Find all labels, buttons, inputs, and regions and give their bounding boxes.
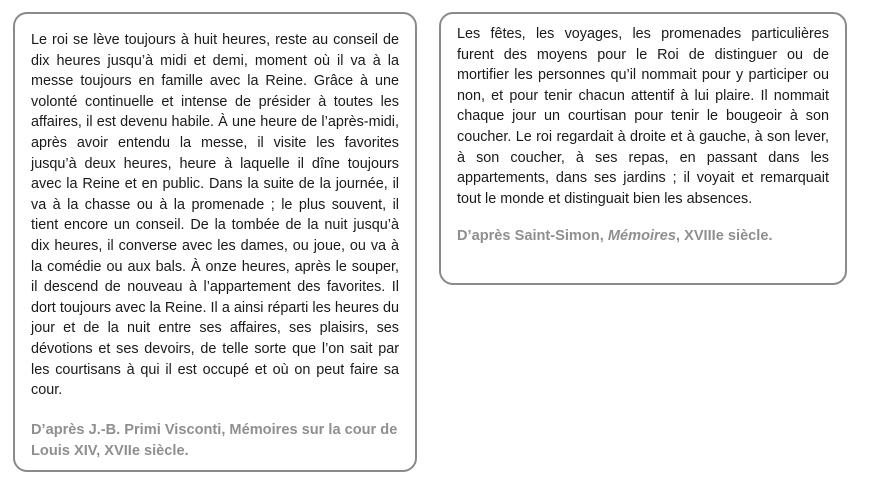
document-text: Les fêtes, les voyages, les promenades particulières furent des moyens pour le Roi de distinguer ou de mortifier les personnes qu’il nommait pour y participer ou non, et pour tenir chacun attentif à lui plaire. Il nommait chaque jour un courtisan pour tenir le bougeoir à son coucher. Le roi regardait à droite et à gauche, à son lever, à son coucher, à ses repas, en passant dans les appartements, dans ses jardins ; il voyait et remarquait tout le monde et distinguait bien les absences.: [457, 26, 829, 207]
document-box-saint-simon: [439, 12, 847, 285]
document-text: Le roi se lève toujours à huit heures, reste au conseil de dix heures jusqu’à midi et demi, moment où il va à la messe toujours en famille avec la Reine. Grâce à une volonté continuelle et intense de présider à toutes les affaires, il est devenu habile. À une heure de l’après-midi, après avoir entendu la messe, il visite les favorites jusqu’à deux heures, heure à laquelle il dîne toujours avec la Reine et en public. Dans la suite de la journée, il va à la chasse ou à la promenade ; le plus souvent, il tient encore un conseil. De la tombée de la nuit jusqu’à dix heures, il converse avec les dames, ou joue, ou va à la comédie ou aux bals. À onze heures, après le souper, il descend de nouveau à l’appartement des favorites. Il dort toujours avec la Reine. Il a ainsi réparti les heures du jour et de la nuit entre ses affaires, ses plaisirs, ses dévotions et ses devoirs, de telle sorte que l’on sait par les courtisans à qui il est occupé et où on peut faire sa cour.: [31, 32, 399, 399]
document-box-primi-visconti: [13, 12, 417, 472]
document-source: D’après J.-B. Primi Visconti, Mémoires sur la cour de Louis XIV, XVIIe siècle.: [31, 421, 398, 459]
source-title: Mémoires: [607, 228, 676, 245]
source-date: , XVIIIe siècle.: [675, 228, 773, 245]
source-author: D’après Saint-Simon,: [457, 228, 608, 245]
document-source: [457, 226, 829, 247]
